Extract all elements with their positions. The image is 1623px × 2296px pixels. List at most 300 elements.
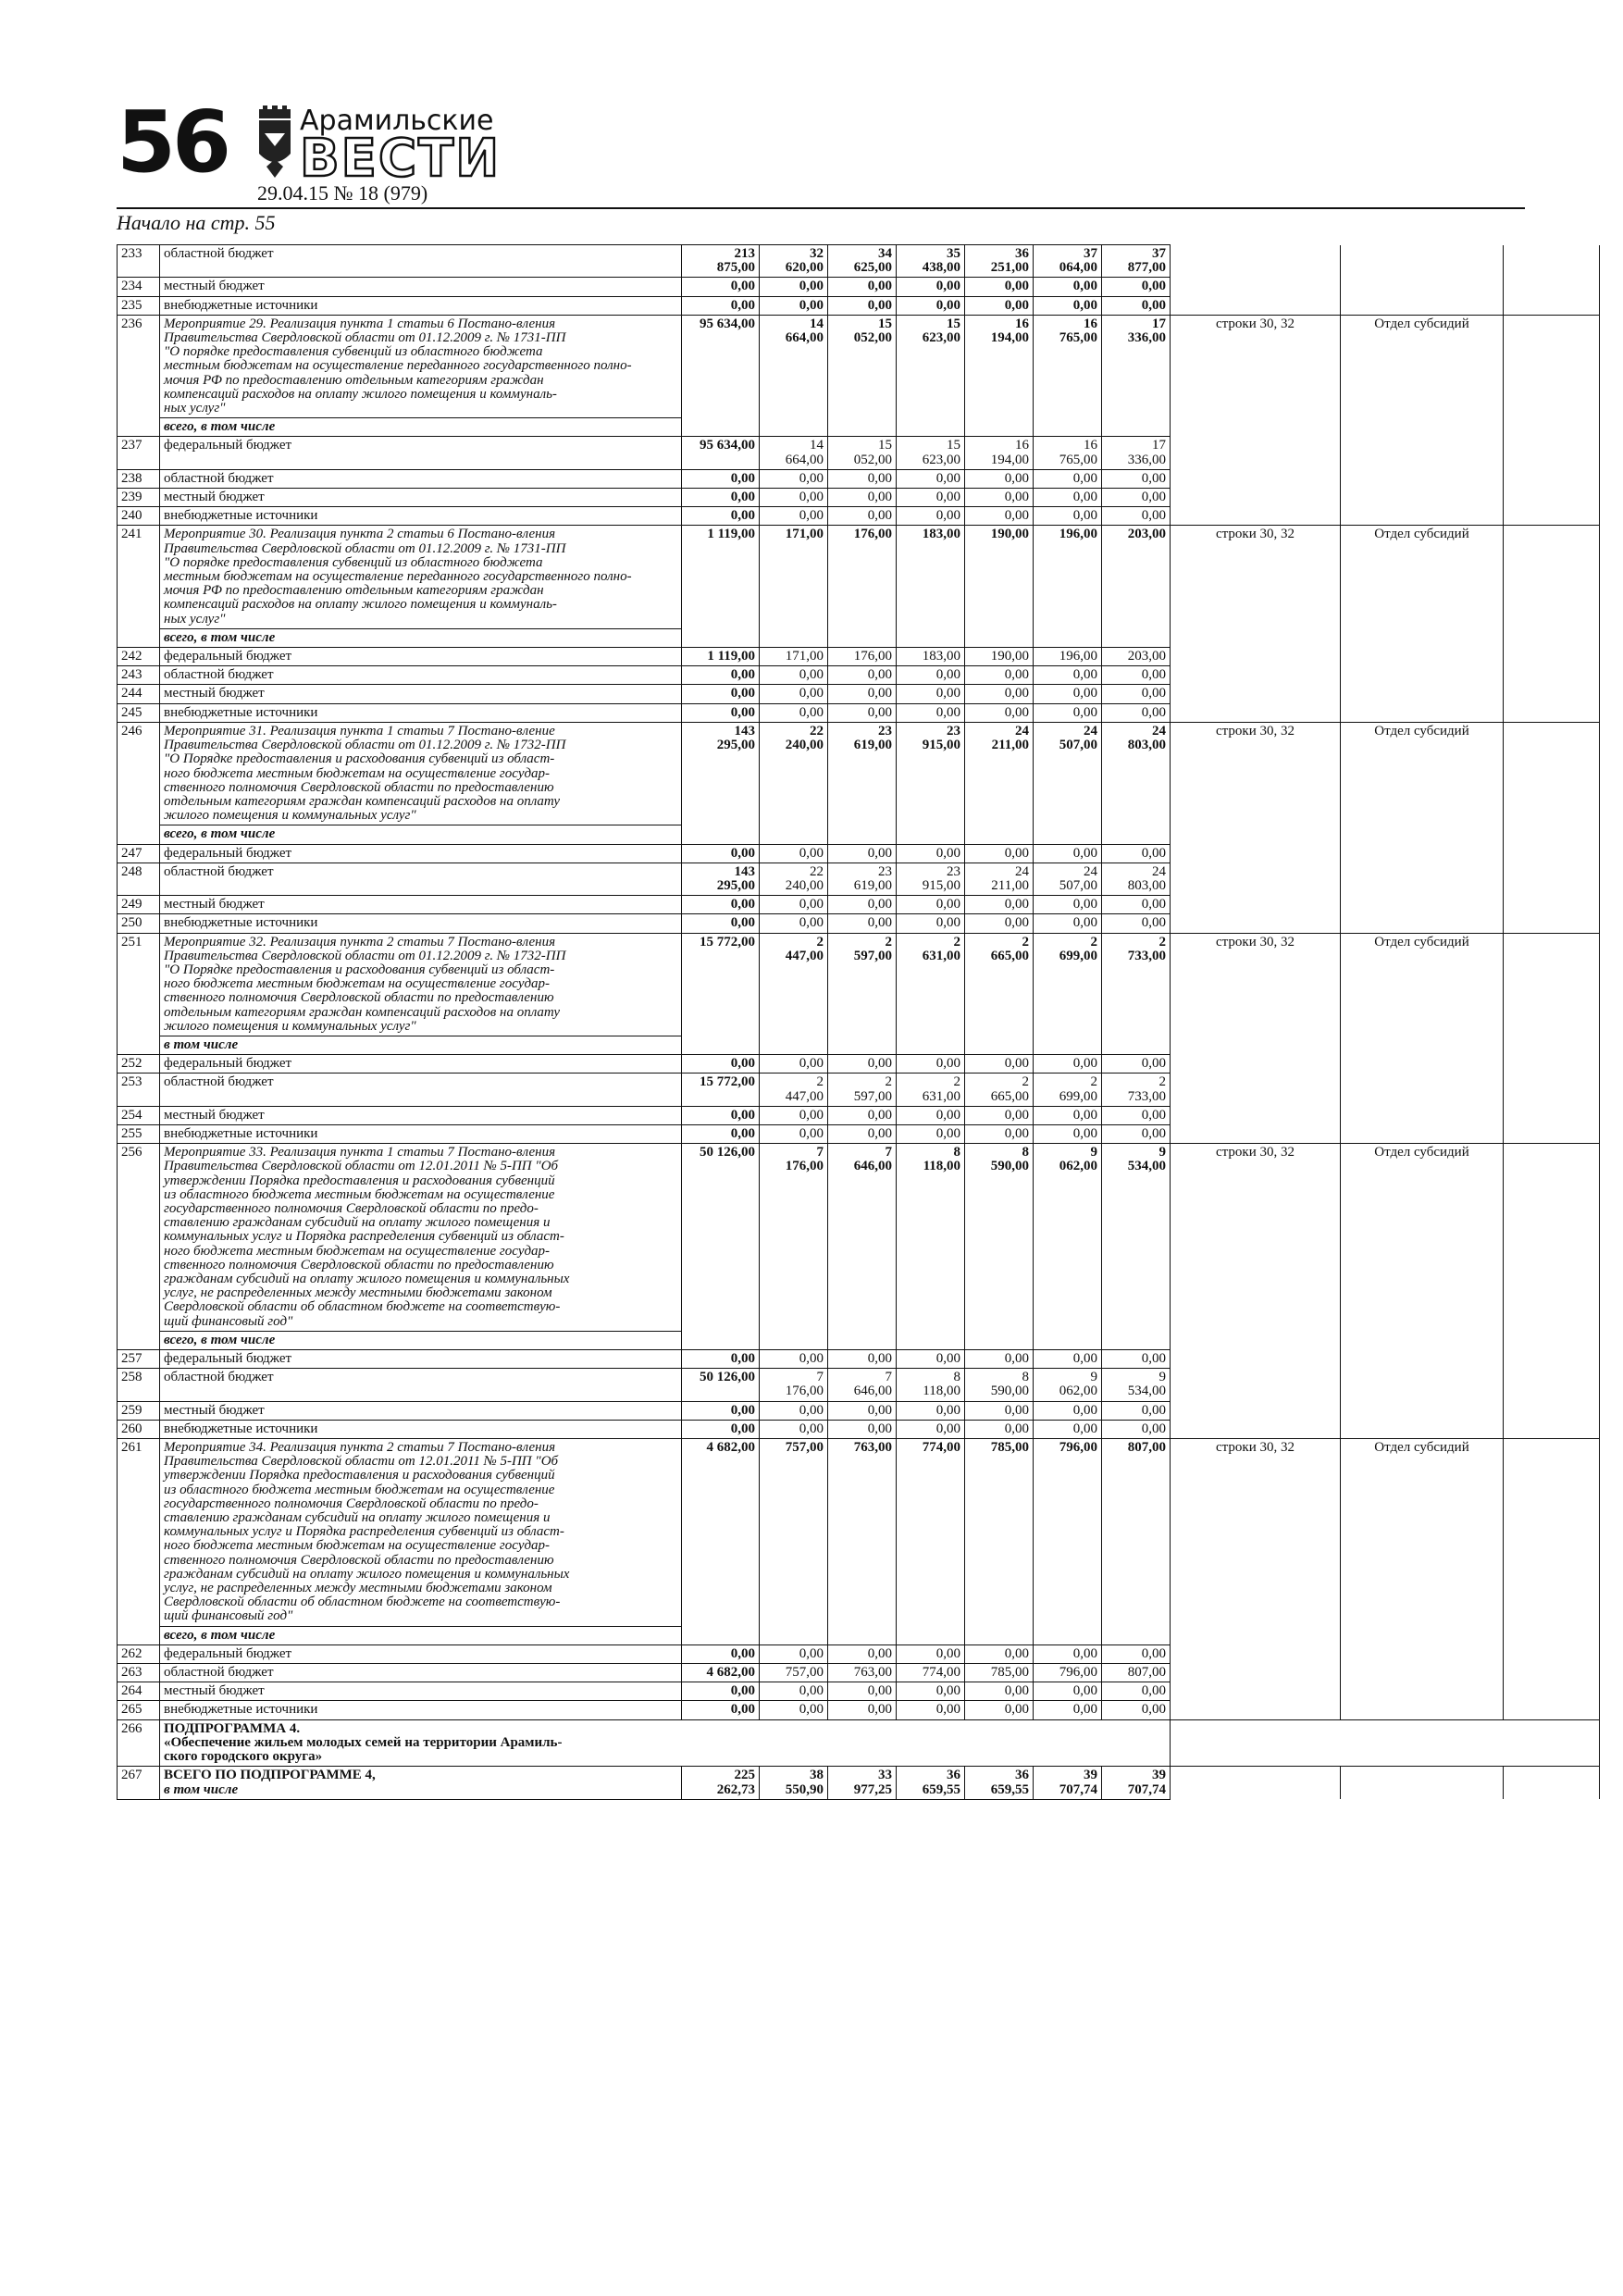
table-row	[118, 1401, 1600, 1420]
value-cell	[682, 1701, 760, 1719]
value-line: 803,00	[1127, 738, 1166, 753]
value-cell	[682, 296, 760, 315]
row-number: 244	[118, 685, 160, 703]
value-line: 0,00	[730, 667, 755, 683]
value-cell	[897, 844, 965, 863]
value-line: 0,00	[867, 1056, 892, 1072]
name-line: Правительства Свердловской области от 01.12.2009 г. № 1731-ПП	[164, 540, 566, 556]
value-cell	[1102, 685, 1171, 703]
value-cell	[682, 1664, 760, 1682]
value-line: 785,00	[990, 1665, 1029, 1681]
value-line: 0,00	[1072, 490, 1097, 505]
value-cell	[1034, 526, 1102, 648]
header-rule	[117, 207, 1525, 209]
row-number: 243	[118, 666, 160, 685]
ref-cell: строки 30, 32	[1171, 933, 1341, 1055]
row-name: местный бюджет	[160, 1682, 682, 1701]
value-cell	[828, 685, 897, 703]
value-cell	[897, 914, 965, 933]
value-cell	[760, 722, 828, 844]
value-cell	[1034, 489, 1102, 507]
value-cell	[682, 1106, 760, 1124]
dept-cell	[1341, 844, 1504, 863]
value-line: 24	[1084, 863, 1097, 879]
ref-cell	[1171, 1644, 1341, 1663]
row-number: 246	[118, 722, 160, 844]
value-cell	[760, 863, 828, 895]
empty-cell	[1504, 1701, 1600, 1719]
table-row	[118, 1767, 1600, 1799]
value-cell	[682, 1144, 760, 1350]
table-row	[118, 1644, 1600, 1663]
value-line: 2	[1090, 1074, 1097, 1090]
value-line: 35	[947, 246, 960, 261]
subtitle: всего, в том числе	[160, 628, 682, 647]
value-cell	[828, 489, 897, 507]
value-line: 8	[953, 1145, 960, 1160]
row-number: 245	[118, 703, 160, 722]
value-cell	[1034, 685, 1102, 703]
value-line: 0,00	[730, 1351, 755, 1367]
name-line: гражданам субсидий на оплату жилого помещения и коммунальных	[164, 1272, 570, 1286]
row-number: 251	[118, 933, 160, 1055]
table-row	[118, 914, 1600, 933]
dept-cell	[1341, 685, 1504, 703]
ref-cell	[1171, 1420, 1341, 1438]
value-cell	[1102, 245, 1171, 278]
value-line: 0,00	[1072, 297, 1097, 313]
value-cell	[1102, 1664, 1171, 1682]
name-line: "О порядке предоставления субвенций из областного бюджета	[164, 554, 543, 570]
value-line: 052,00	[853, 330, 892, 346]
value-line: 194,00	[990, 330, 1029, 346]
dept-cell	[1341, 1074, 1504, 1106]
value-cell	[1102, 469, 1171, 488]
value-line: 251,00	[990, 260, 1029, 276]
value-line: 7	[885, 1370, 892, 1385]
dept-cell	[1341, 1401, 1504, 1420]
subtitle: всего, в том числе	[160, 1331, 682, 1349]
value-line: 0,00	[1072, 915, 1097, 931]
value-cell	[897, 1074, 965, 1106]
value-line: 211,00	[991, 877, 1029, 893]
value-line: 0,00	[730, 1107, 755, 1123]
ref-cell	[1171, 1401, 1341, 1420]
ref-cell	[1171, 1767, 1341, 1799]
name-line: мочия РФ по предоставлению отдельным категориям граждан	[164, 583, 544, 599]
value-line: 052,00	[853, 452, 892, 467]
name-line: Мероприятие 33. Реализация пункта 1 статьи 7 Постано-вления	[164, 1145, 556, 1160]
name-line: отдельным категориям граждан компенсаций расходов на оплату	[164, 1004, 561, 1020]
dept-cell	[1341, 648, 1504, 666]
value-cell	[965, 1701, 1034, 1719]
table-row	[118, 278, 1600, 296]
value-line: 0,00	[1004, 1683, 1029, 1699]
value-line: 765,00	[1059, 452, 1097, 467]
value-line: 2	[953, 934, 960, 949]
value-cell	[682, 685, 760, 703]
value-cell	[1034, 896, 1102, 914]
value-line: 15	[947, 316, 960, 331]
value-cell	[965, 1074, 1034, 1106]
row-name: областной бюджет	[160, 245, 682, 278]
table-row	[118, 1420, 1600, 1438]
value-cell	[1102, 1106, 1171, 1124]
value-line: 23	[947, 863, 960, 879]
ref-cell	[1171, 1682, 1341, 1701]
row-name: местный бюджет	[160, 489, 682, 507]
value-cell	[1034, 648, 1102, 666]
value-line: 534,00	[1127, 1159, 1166, 1174]
value-line: 0,00	[1141, 297, 1166, 313]
empty-cell	[1504, 1124, 1600, 1143]
dept-cell	[1341, 245, 1504, 278]
value-cell	[1102, 863, 1171, 895]
value-line: 0,00	[1072, 1107, 1097, 1123]
name-line: местным бюджетам на осуществление переданного государственного полно-	[164, 358, 632, 374]
name-line: услуг, не распределенных между местными бюджетами законом	[164, 1285, 552, 1301]
value-cell	[897, 489, 965, 507]
value-cell	[760, 1106, 828, 1124]
value-cell	[1102, 844, 1171, 863]
row-number: 239	[118, 489, 160, 507]
value-cell	[1034, 666, 1102, 685]
value-line: 2	[816, 934, 824, 949]
name-line: из областного бюджета местным бюджетам на осуществление	[164, 1482, 555, 1497]
value-line: 36	[1015, 1768, 1029, 1783]
value-cell	[682, 1644, 760, 1663]
value-cell	[965, 1369, 1034, 1401]
value-cell	[760, 666, 828, 685]
value-line: 0,00	[1004, 915, 1029, 931]
value-line: 0,00	[799, 470, 824, 486]
empty-cell	[1504, 1144, 1600, 1350]
row-name: местный бюджет	[160, 685, 682, 703]
value-cell	[1034, 1644, 1102, 1663]
value-cell	[1034, 1074, 1102, 1106]
empty-cell	[1504, 526, 1600, 648]
row-name	[160, 1144, 682, 1332]
ref-cell	[1171, 1664, 1341, 1682]
empty-cell	[1504, 844, 1600, 863]
value-line: 23	[878, 723, 892, 738]
value-cell	[897, 722, 965, 844]
ref-cell	[1171, 1074, 1341, 1106]
name-line: компенсаций расходов на оплату жилого помещения и коммуналь-	[164, 597, 557, 613]
dept-cell	[1341, 1106, 1504, 1124]
value-line: 623,00	[922, 330, 960, 346]
value-cell	[682, 1767, 760, 1799]
value-cell	[1034, 507, 1102, 526]
empty-cell	[1504, 1369, 1600, 1401]
empty-cell	[1504, 914, 1600, 933]
value-cell	[682, 933, 760, 1055]
value-line: 118,00	[923, 1159, 960, 1174]
value-cell	[1102, 1055, 1171, 1074]
value-line: 0,00	[867, 915, 892, 931]
ref-cell	[1171, 437, 1341, 469]
value-line: 0,00	[1141, 1351, 1166, 1367]
empty-cell	[1504, 1644, 1600, 1663]
value-line: 0,00	[1141, 1107, 1166, 1123]
value-line: 0,00	[730, 1125, 755, 1141]
value-line: 14	[810, 438, 824, 453]
value-cell	[1034, 245, 1102, 278]
row-name	[160, 315, 682, 417]
value-cell	[965, 844, 1034, 863]
ref-cell: строки 30, 32	[1171, 722, 1341, 844]
value-line: 176,00	[785, 1159, 824, 1174]
value-line: 24	[1015, 723, 1029, 738]
value-line: 699,00	[1059, 948, 1097, 963]
value-cell	[828, 1682, 897, 1701]
value-cell	[897, 507, 965, 526]
value-line: 0,00	[1141, 470, 1166, 486]
value-line: 9	[1090, 1145, 1097, 1160]
value-cell	[828, 1767, 897, 1799]
value-line: 50 126,00	[700, 1145, 755, 1160]
value-line: 0,00	[1141, 1702, 1166, 1718]
value-cell	[965, 1124, 1034, 1143]
value-line: 2	[1158, 934, 1166, 949]
value-cell	[682, 703, 760, 722]
value-line: 0,00	[799, 508, 824, 524]
value-line: 0,00	[867, 1125, 892, 1141]
value-line: 0,00	[1004, 704, 1029, 720]
value-line: 507,00	[1059, 738, 1097, 753]
row-number: 256	[118, 1144, 160, 1350]
value-line: 39	[1152, 1768, 1166, 1783]
value-line: 0,00	[867, 686, 892, 701]
value-line: 4 682,00	[706, 1665, 755, 1681]
value-cell	[760, 648, 828, 666]
value-line: 38	[810, 1768, 824, 1783]
row-name: внебюджетные источники	[160, 296, 682, 315]
table-row	[118, 896, 1600, 914]
value-line: 733,00	[1127, 948, 1166, 963]
value-cell	[1102, 896, 1171, 914]
value-line: 0,00	[730, 470, 755, 486]
value-line: 0,00	[799, 1683, 824, 1699]
value-line: 0,00	[1072, 508, 1097, 524]
value-line: 9	[1158, 1145, 1166, 1160]
value-cell	[897, 1767, 965, 1799]
value-line: 33	[878, 1768, 892, 1783]
value-cell	[828, 844, 897, 863]
value-line: 763,00	[853, 1665, 892, 1681]
row-number: 242	[118, 648, 160, 666]
value-line: 774,00	[922, 1440, 960, 1456]
value-line: 0,00	[799, 1056, 824, 1072]
value-cell	[965, 914, 1034, 933]
value-cell	[682, 666, 760, 685]
value-line: 0,00	[799, 915, 824, 931]
value-line: 190,00	[990, 527, 1029, 542]
ref-cell	[1171, 896, 1341, 914]
row-number: 253	[118, 1074, 160, 1106]
empty-cell	[1504, 863, 1600, 895]
value-line: 15	[947, 438, 960, 453]
value-line: 0,00	[1141, 686, 1166, 701]
table-row	[118, 1369, 1600, 1401]
value-cell	[1034, 1701, 1102, 1719]
value-cell	[897, 296, 965, 315]
value-cell	[897, 1664, 965, 1682]
value-cell	[828, 1664, 897, 1682]
value-line: 143	[734, 723, 755, 738]
name-line: Мероприятие 30. Реализация пункта 2 статьи 6 Постано-вления	[164, 527, 556, 542]
value-line: 0,00	[730, 704, 755, 720]
value-line: 0,00	[730, 297, 755, 313]
value-line: 118,00	[923, 1384, 960, 1399]
name-line: Правительства Свердловской области от 12.01.2011 № 5-ПП "Об	[164, 1454, 559, 1470]
value-line: 0,00	[730, 490, 755, 505]
value-cell	[965, 685, 1034, 703]
empty-cell	[1504, 1767, 1600, 1799]
value-cell	[760, 844, 828, 863]
row-name: федеральный бюджет	[160, 648, 682, 666]
value-line: 699,00	[1059, 1088, 1097, 1104]
row-name: внебюджетные источники	[160, 914, 682, 933]
value-cell	[965, 1106, 1034, 1124]
row-number: 258	[118, 1369, 160, 1401]
value-line: 0,00	[935, 1107, 960, 1123]
value-line: 0,00	[867, 1645, 892, 1661]
value-line: 7	[816, 1370, 824, 1385]
value-line: 619,00	[853, 738, 892, 753]
value-cell	[760, 896, 828, 914]
row-name: внебюджетные источники	[160, 1420, 682, 1438]
value-cell	[828, 648, 897, 666]
ref-cell	[1171, 469, 1341, 488]
value-cell	[1034, 278, 1102, 296]
value-cell	[828, 1644, 897, 1663]
value-cell	[828, 469, 897, 488]
value-cell	[760, 1767, 828, 1799]
value-line: 062,00	[1059, 1384, 1097, 1399]
value-line: 0,00	[867, 845, 892, 861]
value-line: 183,00	[922, 527, 960, 542]
value-line: 0,00	[799, 1421, 824, 1436]
name-line: Мероприятие 34. Реализация пункта 2 статьи 7 Постано-вления	[164, 1440, 556, 1456]
value-cell	[760, 1144, 828, 1350]
value-line: 0,00	[1072, 279, 1097, 294]
empty-cell	[1504, 1350, 1600, 1369]
empty-cell	[1504, 648, 1600, 666]
row-name: внебюджетные источники	[160, 1124, 682, 1143]
name-line: "О Порядке предоставления и расходования субвенций из област-	[164, 962, 555, 977]
value-line: 0,00	[730, 897, 755, 912]
value-line: 0,00	[1141, 1125, 1166, 1141]
value-cell	[682, 914, 760, 933]
value-cell	[897, 648, 965, 666]
value-line: 0,00	[867, 490, 892, 505]
value-line: 24	[1015, 863, 1029, 879]
name-line: ставлению гражданам субсидий на оплату жилого помещения и	[164, 1215, 551, 1231]
value-line: 0,00	[1072, 897, 1097, 912]
value-line: 0,00	[935, 1125, 960, 1141]
value-line: 597,00	[853, 1088, 892, 1104]
value-line: 24	[1152, 863, 1166, 879]
value-cell	[1034, 315, 1102, 437]
table-row	[118, 722, 1600, 825]
value-cell	[1102, 526, 1171, 648]
row-number: 260	[118, 1420, 160, 1438]
value-line: 24	[1084, 723, 1097, 738]
value-line: 0,00	[1072, 1056, 1097, 1072]
value-line: 0,00	[1141, 704, 1166, 720]
value-line: 0,00	[799, 667, 824, 683]
value-line: 507,00	[1059, 877, 1097, 893]
name-line: ВСЕГО ПО ПОДПРОГРАММЕ 4,	[164, 1768, 376, 1783]
value-line: 0,00	[730, 279, 755, 294]
value-line: 0,00	[799, 897, 824, 912]
empty-cell	[1504, 1055, 1600, 1074]
value-cell	[1102, 666, 1171, 685]
value-line: 95 634,00	[700, 438, 755, 453]
value-line: 707,74	[1059, 1781, 1097, 1797]
masthead-subtitle: Арамильские	[300, 105, 494, 137]
value-line: 171,00	[785, 649, 824, 664]
value-line: 0,00	[1004, 279, 1029, 294]
value-line: 262,73	[716, 1781, 755, 1797]
value-cell	[897, 1401, 965, 1420]
value-line: 0,00	[1072, 704, 1097, 720]
row-name	[160, 1439, 682, 1627]
value-line: 0,00	[799, 1402, 824, 1418]
value-line: 0,00	[730, 1683, 755, 1699]
value-line: 0,00	[935, 1402, 960, 1418]
value-line: 0,00	[935, 1645, 960, 1661]
value-line: 0,00	[867, 704, 892, 720]
value-cell	[760, 1701, 828, 1719]
value-line: 664,00	[785, 330, 824, 346]
value-cell	[1102, 648, 1171, 666]
row-name: областной бюджет	[160, 1074, 682, 1106]
name-line: ного бюджета местным бюджетам на осуществление государ-	[164, 1538, 551, 1554]
row-number: 236	[118, 315, 160, 437]
value-cell	[828, 1124, 897, 1143]
value-cell	[682, 507, 760, 526]
row-number: 264	[118, 1682, 160, 1701]
name-line: утверждении Порядка предоставления и расходования субвенций	[164, 1173, 555, 1188]
table-row	[118, 1074, 1600, 1106]
value-line: 0,00	[867, 1702, 892, 1718]
value-line: 0,00	[1072, 1645, 1097, 1661]
value-line: 631,00	[922, 1088, 960, 1104]
table-row	[118, 1719, 1600, 1767]
dept-cell: Отдел субсидий	[1341, 315, 1504, 437]
value-line: 0,00	[1072, 1702, 1097, 1718]
empty-cell	[1504, 1664, 1600, 1682]
ref-cell	[1171, 863, 1341, 895]
value-cell	[760, 1401, 828, 1420]
dept-cell	[1341, 1124, 1504, 1143]
value-cell	[828, 315, 897, 437]
value-cell	[897, 1369, 965, 1401]
value-cell	[682, 245, 760, 278]
name-line: Мероприятие 32. Реализация пункта 2 статьи 7 Постано-вления	[164, 934, 556, 949]
value-cell	[965, 1682, 1034, 1701]
value-line: 36	[1015, 246, 1029, 261]
dept-cell	[1341, 1767, 1504, 1799]
name-line: услуг, не распределенных между местными бюджетами законом	[164, 1581, 552, 1596]
name-line: ского городского округа»	[164, 1749, 323, 1765]
value-line: 0,00	[730, 845, 755, 861]
subtitle: всего, в том числе	[160, 825, 682, 844]
empty-cell	[1504, 507, 1600, 526]
subtitle: всего, в том числе	[160, 418, 682, 437]
